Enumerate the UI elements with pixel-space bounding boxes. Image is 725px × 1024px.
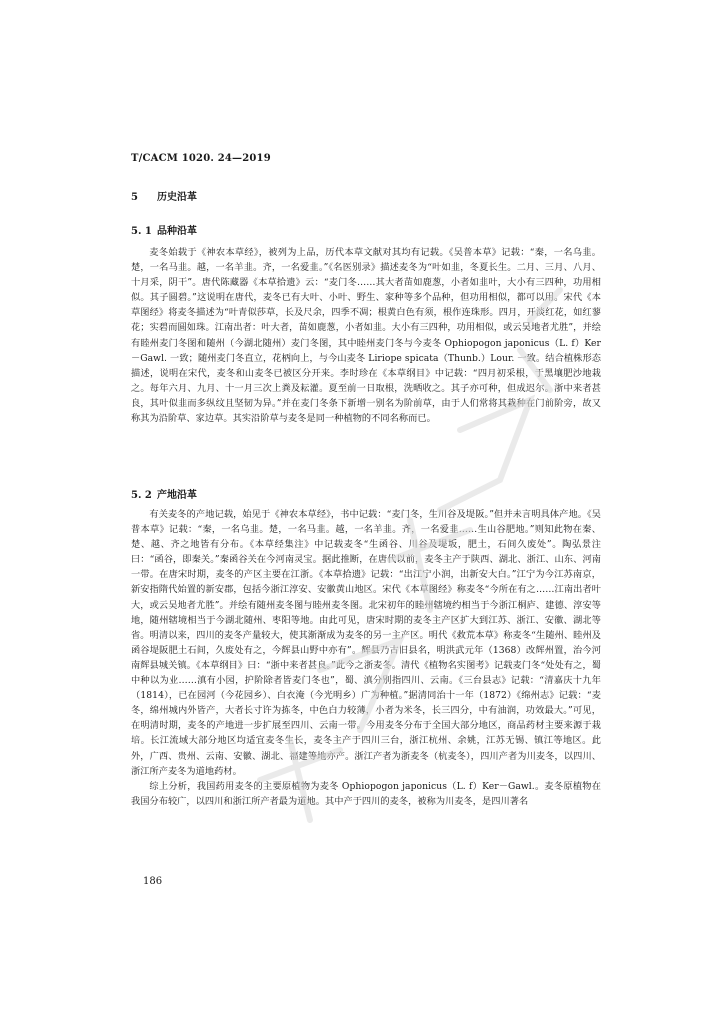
section-title: 历史沿革 (157, 192, 197, 203)
subsection-5-2-heading (131, 486, 601, 501)
subsection-5-2-body (131, 507, 601, 809)
page-number: 186 (143, 876, 163, 887)
subsection-title: 品种沿革 (157, 226, 197, 237)
section-number: 5 (131, 192, 138, 203)
subsection-title: 产地沿革 (157, 490, 197, 501)
paragraph: 综上分析，我国药用麦冬的主要原植物为麦冬 Ophiopogon japonicus（L. f）Ker－Gawl.。麦冬原植物在我国分布较广，以四川和浙江所产者最为道地。其中产于四川的麦冬，被称为川麦冬，是四川著名 (131, 780, 601, 807)
subsection-5-1-body (131, 245, 601, 426)
subsection-number: 5. 2 (131, 490, 152, 501)
standard-header: T/CACM 1020. 24—2019 (131, 153, 271, 164)
section-5-heading (131, 188, 601, 203)
paragraph: 麦冬始载于《神农本草经》，被列为上品，历代本草文献对其均有记载。《吴普本草》记载：“秦，一名乌韭。楚，一名马韭。越，一名羊韭。齐，一名爱韭。”《名医别录》描述麦冬为“叶如韭，冬夏长生。二月、三月、八月、十月采，阴干”。唐代陈藏器《本草拾遗》云：“麦门冬……其大者苗如鹿葱，小者如韭叶，大小有三四种，功用相似。其子圆碧。”这说明在唐代，麦冬已有大叶、小叶、野生、家种等多个品种，但功用相似，都可以用。宋代《本草图经》将麦冬描述为“叶青似莎草，长及尺余，四季不凋；根黄白色有须，根作连珠形。四月，开淡红花，如红蓼花；实碧而圆如珠。江南出者：叶大者，苗如鹿葱，小者如韭。大小有三四种，功用相似，或云吴地者尤胜”，并绘有睦州麦门冬图和随州（今湖北随州）麦门冬图，其中睦州麦门冬与今麦冬 Ophiopogon japonicus（L. f）Ker－Gawl. 一致；随州麦门冬直立，花柄向上，与今山麦冬 Liriope spicata（Thunb.）Lour. 一致。结合植株形态描述，说明在宋代，麦冬和山麦冬已被区分开来。李时珍在《本草纲目》中记载：“四月初采根，于黑壤肥沙地栽之。每年六月、九月、十一月三次上粪及耘灌。夏至前一日取根，洗晒收之。其子亦可种，但成迟尔。浙中来者甚良，其叶似韭而多纵纹且坚韧为异。”并在麦门冬条下新增一别名为阶前草，由于人们常将其栽种在门前阶旁，故又称其为沿阶草、家边草。其实沿阶草与麦冬是同一种植物的不同名称而已。 (131, 247, 601, 425)
subsection-number: 5. 1 (131, 226, 152, 237)
paragraph: 有关麦冬的产地记载，始见于《神农本草经》，书中记载：“麦门冬，生川谷及堤阪。”但并未言明具体产地。《吴普本草》记载：“秦，一名乌韭。楚，一名马韭。越，一名羊韭。齐，一名爱韭……生山谷肥地。”则知此物在秦、楚、越、齐之地皆有分布。《本草经集注》中记载麦冬“生函谷、川谷及堤坂，肥土，石间久废处”。陶弘景注曰：“函谷，即秦关。”秦函谷关在今河南灵宝。据此推断，在唐代以前，麦冬主产于陕西、湖北、浙江、山东、河南一带。在唐宋时期，麦冬的产区主要在江浙。《本草拾遗》记载：“出江宁小润，出新安大白。”江宁为今江苏南京，新安指隋代始置的新安郡，包括今浙江淳安、安徽黄山地区。宋代《本草图经》称麦冬“今所在有之……江南出者叶大，或云吴地者尤胜”。并绘有随州麦冬图与睦州麦冬图。北宋初年的睦州辖境约相当于今浙江桐庐、建德、淳安等地，随州辖境相当于今湖北随州、枣阳等地。由此可见，唐宋时期的麦冬主产区扩大到江苏、浙江、安徽、湖北等省。明清以来，四川的麦冬产量较大，使其渐渐成为麦冬的另一主产区。明代《救荒本草》称麦冬“生随州、睦州及函谷堤阪肥土石间，久废处有之，今辉县山野中亦有”。辉县乃古旧县名，明洪武元年（1368）改辉州置，治今河南辉县城关镇。《本草纲目》曰：“浙中来者甚良。”此今之浙麦冬。清代《植物名实图考》记载麦门冬“处处有之，蜀中种以为业……滇有小园，护阶除者皆麦门冬也”，蜀、滇分别指四川、云南。《三台县志》记载：“清嘉庆十九年（1814），已在园河（今花园乡）、白衣淹（今光明乡）广为种植。”据清同治十一年（1872）《绵州志》记载：“麦冬，绵州城内外皆产，大者长寸许为拣冬，中色白力较薄，小者为米冬，长三四分，中有油润，功效最大。”可见，在明清时期，麦冬的产地进一步扩展至四川、云南一带。今用麦冬分布于全国大部分地区，商品药材主要来源于栽培。长江流域大部分地区均适宜麦冬生长，麦冬主产于四川三台，浙江杭州、余姚，江苏无锡、镇江等地区。此外，广西、贵州、云南、安徽、湖北、福建等地亦产。浙江产者为浙麦冬（杭麦冬），四川产者为川麦冬，以四川、浙江所产麦冬为道地药材。 (131, 509, 601, 777)
subsection-5-1-heading (131, 222, 601, 237)
